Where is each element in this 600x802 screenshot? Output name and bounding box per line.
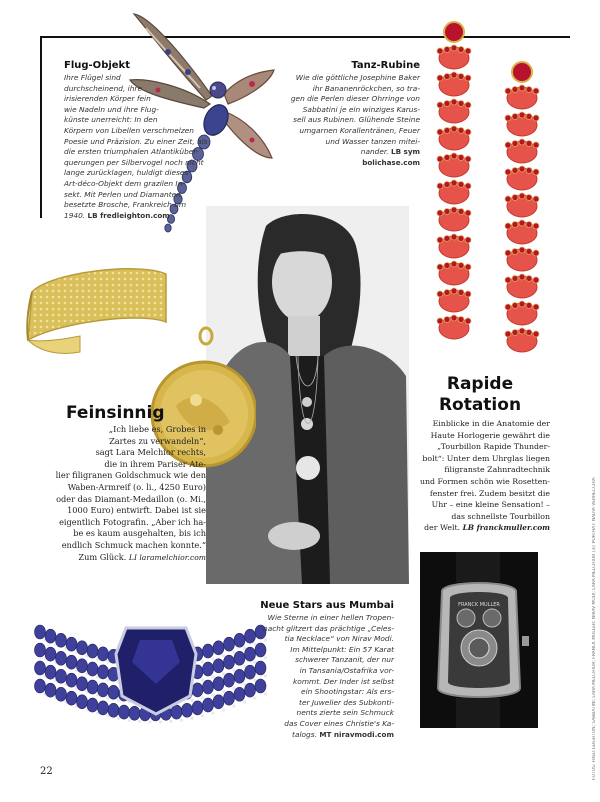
earring-bead bbox=[505, 139, 539, 163]
feinsinnig-heading: Feinsinnig bbox=[66, 403, 165, 423]
rapide-line: und Formen schön wie Rosetten- bbox=[420, 476, 550, 486]
necklace-bead bbox=[213, 695, 224, 709]
necklace-bead bbox=[77, 659, 88, 673]
rapide-credit[interactable]: LB franckmuller.com bbox=[462, 523, 550, 533]
flug-objekt-last-line: 1940. bbox=[64, 210, 86, 220]
tanz-rubine-url[interactable]: bolichase.com bbox=[362, 157, 420, 167]
earring-bead bbox=[437, 99, 471, 123]
feinsinnig-line: Zartes zu verwandeln“, bbox=[109, 435, 206, 446]
flug-objekt-line: lange zurücklagen, huldigt dieses bbox=[64, 168, 189, 178]
necklace-diamond bbox=[148, 720, 151, 723]
earring-bead bbox=[505, 274, 539, 298]
photo-credits-vertical bbox=[584, 400, 597, 780]
rapide-line: Einblicke in die Anatomie der bbox=[432, 419, 550, 428]
necklace-bead bbox=[87, 698, 98, 712]
feinsinnig-body bbox=[44, 424, 206, 552]
coral-earrings-image bbox=[422, 14, 562, 354]
flug-objekt-line: wie Nadeln und ihre Flug- bbox=[64, 104, 159, 114]
mumbai-last-line: talogs. bbox=[292, 729, 317, 739]
necklace-bead bbox=[182, 703, 193, 717]
feinsinnig-line: Waben-Armreif (o. li., 4250 Euro) bbox=[67, 481, 206, 492]
tanz-rubine-line: umgarnen Korallentränen, Feuer bbox=[299, 125, 420, 135]
necklace-diamond bbox=[222, 672, 225, 675]
earring-bead bbox=[505, 85, 539, 109]
necklace-diamond bbox=[117, 699, 120, 702]
necklace-bead bbox=[171, 705, 182, 719]
tanz-rubine-line: sell aus Rubinen. Glühende Steine bbox=[293, 115, 420, 125]
tanz-rubine-line: gen die Perlen dieser Ohrringe von bbox=[290, 94, 420, 104]
necklace-bead bbox=[224, 673, 235, 687]
watch-brand-text: FRANCK MULLER bbox=[458, 602, 500, 608]
earring-bead bbox=[505, 247, 539, 271]
mumbai-line: nents zierte sein Schmuck bbox=[296, 708, 394, 718]
necklace-diamond bbox=[117, 717, 120, 720]
earring-bead bbox=[505, 328, 539, 352]
necklace-bead bbox=[224, 655, 235, 669]
tanzanite-necklace-image bbox=[30, 604, 280, 766]
flug-objekt-body bbox=[64, 73, 224, 211]
earring-bead bbox=[437, 153, 471, 177]
necklace-bead bbox=[203, 698, 214, 712]
necklace-diamond bbox=[180, 718, 183, 721]
mumbai-line: tia Necklace“ von Nirav Modi. bbox=[284, 634, 394, 644]
earring-bead bbox=[505, 301, 539, 325]
necklace-diamond bbox=[232, 705, 235, 708]
necklace-diamond bbox=[243, 683, 246, 686]
feinsinnig-line: endlich Schmuck machen konnte.“ bbox=[61, 539, 206, 550]
page-number: 22 bbox=[40, 766, 53, 777]
necklace-bead bbox=[66, 673, 77, 687]
necklace-bead bbox=[35, 679, 46, 693]
necklace-bead bbox=[56, 651, 67, 665]
earring-bead bbox=[437, 45, 471, 69]
mumbai-line: in Tansania/Ostafrika vor- bbox=[299, 665, 394, 675]
necklace-bead bbox=[119, 705, 130, 719]
feinsinnig-line: 1000 Euro) entwirft. Dabei ist sie bbox=[67, 505, 206, 516]
rapide-rotation-article bbox=[410, 374, 550, 534]
necklace-diamond bbox=[211, 711, 214, 714]
necklace-bead bbox=[56, 633, 67, 647]
frame-left-rule bbox=[40, 36, 42, 218]
necklace-bead bbox=[45, 665, 56, 679]
rapide-line: fenster frei. Zudem besitzt die bbox=[429, 488, 550, 498]
earring-bead bbox=[505, 193, 539, 217]
feinsinnig-line: sagt Lara Melchior rechts, bbox=[95, 447, 206, 458]
tanz-rubine-last-line: nander. bbox=[360, 147, 389, 157]
necklace-diamond bbox=[211, 657, 214, 660]
flug-objekt-heading: Flug-Objekt bbox=[64, 60, 130, 71]
necklace-diamond bbox=[159, 720, 162, 723]
necklace-diamond bbox=[201, 678, 204, 681]
feinsinnig-article bbox=[44, 402, 206, 563]
necklace-bead bbox=[87, 680, 98, 694]
necklace-diamond bbox=[232, 687, 235, 690]
necklace-diamond bbox=[127, 718, 130, 721]
flug-objekt-line: Ihre Flügel sind bbox=[64, 73, 121, 82]
flug-objekt-line: Art-déco-Objekt dem grazilen In- bbox=[64, 178, 185, 188]
flug-objekt-article bbox=[64, 60, 224, 221]
rapide-heading-line1: Rapide bbox=[446, 374, 514, 394]
necklace-bead bbox=[224, 691, 235, 705]
necklace-diamond bbox=[243, 647, 246, 650]
mumbai-line: ein Shootingstar: Als ers- bbox=[301, 687, 394, 697]
necklace-bead bbox=[129, 706, 140, 720]
necklace-bead bbox=[98, 647, 109, 661]
earring-top-stone bbox=[444, 22, 464, 42]
flug-objekt-line: Körpern von Libellen verschmelzen bbox=[64, 125, 194, 135]
necklace-bead bbox=[213, 641, 224, 655]
earring-bead bbox=[437, 261, 471, 285]
tanz-rubine-article bbox=[286, 60, 420, 168]
rapide-line: filigranste Zahnradtechnik bbox=[444, 465, 550, 475]
rapide-line: Haute Horlogerie gewährt die bbox=[430, 430, 550, 440]
necklace-bead bbox=[66, 655, 77, 669]
mumbai-body bbox=[252, 613, 394, 730]
necklace-bead bbox=[213, 659, 224, 673]
earring-bead bbox=[437, 234, 471, 258]
necklace-diamond bbox=[243, 701, 246, 704]
mumbai-credit[interactable]: MT niravmodi.com bbox=[319, 729, 394, 739]
necklace-bead bbox=[108, 685, 119, 699]
earring-bead bbox=[505, 220, 539, 244]
tanz-rubine-line: ihr Bananenröckchen, so tra- bbox=[312, 83, 420, 93]
rapide-last-line: der Welt. bbox=[424, 523, 461, 533]
flug-objekt-credit[interactable]: LB fredleighton.com bbox=[87, 210, 170, 220]
earring-bead bbox=[437, 288, 471, 312]
tanz-rubine-body bbox=[286, 73, 420, 147]
tanz-rubine-line: Sabbatini je ein winziges Karus- bbox=[302, 104, 420, 114]
necklace-diamond bbox=[211, 675, 214, 678]
necklace-bead bbox=[56, 687, 67, 701]
earring-bead bbox=[437, 207, 471, 231]
necklace-bead bbox=[66, 691, 77, 705]
necklace-bead bbox=[77, 695, 88, 709]
necklace-bead bbox=[35, 643, 46, 657]
feinsinnig-line: lier filigranen Goldschmuck wie den bbox=[55, 470, 206, 481]
earring-bead bbox=[437, 72, 471, 96]
necklace-bead bbox=[108, 703, 119, 717]
franck-muller-watch-image bbox=[420, 552, 538, 728]
rapide-line: „Tourbillon Rapide Thunder- bbox=[437, 442, 550, 452]
necklace-bead bbox=[203, 680, 214, 694]
rapide-line: Uhr – eine kleine Sensation! – bbox=[431, 500, 550, 510]
necklace-bead bbox=[87, 644, 98, 658]
feinsinnig-line: oder das Diamant-Medaillon (o. Mi., bbox=[56, 493, 206, 504]
necklace-bead bbox=[66, 637, 77, 651]
earring-bead bbox=[505, 166, 539, 190]
photo-credits-text: FOTOS: FRED LEIGHTON; SABBATINI; LARA MELCHIOR; FRANCK MULLER; NIRAV MODI; LARA MELCHIOR (3); PORTRÄT: NADIA VERRECCHIA bbox=[592, 477, 597, 780]
flug-objekt-line: irisierenden Körper fein bbox=[64, 94, 151, 104]
mumbai-line: ter Juwelier des Subkonti- bbox=[299, 697, 394, 707]
necklace-bead bbox=[234, 633, 245, 647]
tanz-rubine-heading: Tanz-Rubine bbox=[351, 60, 420, 71]
necklace-bead bbox=[224, 637, 235, 651]
feinsinnig-last-line: Zum Glück. bbox=[78, 551, 127, 562]
necklace-bead bbox=[35, 625, 46, 639]
mumbai-line: Wie Sterne in einer hellen Tropen- bbox=[267, 613, 394, 622]
rapide-heading-line2: Rotation bbox=[438, 395, 522, 415]
necklace-diamond bbox=[211, 693, 214, 696]
necklace-diamond bbox=[222, 708, 225, 711]
feinsinnig-line: be es kaum ausgehalten, bis ich bbox=[73, 528, 206, 539]
necklace-diamond bbox=[190, 717, 193, 720]
tanz-rubine-line: Wie die göttliche Josephine Baker bbox=[295, 73, 420, 82]
necklace-bead bbox=[203, 662, 214, 676]
necklace-diamond bbox=[201, 660, 204, 663]
rapide-line: bolt“: Unter dem Uhrglas liegen bbox=[422, 453, 550, 463]
flug-objekt-line: querungen per Silbervogel noch nicht bbox=[64, 157, 204, 167]
earring-bead bbox=[437, 180, 471, 204]
necklace-bead bbox=[213, 677, 224, 691]
necklace-bead bbox=[35, 661, 46, 675]
necklace-diamond bbox=[243, 665, 246, 668]
tanz-rubine-line: und Wasser tanzen mitei- bbox=[325, 136, 420, 146]
mumbai-line: Im Mittelpunkt: Ein 57 Karat bbox=[290, 644, 394, 654]
necklace-diamond bbox=[222, 654, 225, 657]
necklace-bead bbox=[98, 683, 109, 697]
necklace-bead bbox=[45, 683, 56, 697]
necklace-bead bbox=[234, 669, 245, 683]
necklace-bead bbox=[45, 647, 56, 661]
flug-objekt-line: die ersten triumphalen Atlantiküber- bbox=[64, 147, 199, 157]
necklace-bead bbox=[98, 701, 109, 715]
necklace-bead bbox=[234, 687, 245, 701]
flug-objekt-line: sekt. Mit Perlen und Diamanten bbox=[64, 189, 181, 199]
earring-bead bbox=[505, 112, 539, 136]
tanz-rubine-credit: LB sym bbox=[390, 147, 420, 157]
necklace-diamond bbox=[232, 669, 235, 672]
necklace-bead bbox=[203, 644, 214, 658]
rapide-body bbox=[410, 418, 550, 522]
feinsinnig-line: die in ihrem Pariser Ate- bbox=[104, 458, 206, 469]
feinsinnig-line: „Ich liebe es, Grobes in bbox=[108, 424, 206, 434]
necklace-diamond bbox=[232, 651, 235, 654]
necklace-bead bbox=[45, 629, 56, 643]
flug-objekt-line: besetzte Brosche, Frankreich um bbox=[64, 200, 187, 210]
mumbai-line: schwerer Tanzanit, der nur bbox=[295, 655, 394, 665]
necklace-diamond bbox=[222, 690, 225, 693]
necklace-diamond bbox=[138, 720, 141, 723]
flug-objekt-line: durchscheinend, ihre bbox=[64, 83, 142, 93]
mumbai-line: das Cover eines Christie's Ka- bbox=[284, 718, 394, 728]
earring-bead bbox=[437, 315, 471, 339]
mumbai-article bbox=[252, 600, 394, 740]
necklace-bead bbox=[56, 669, 67, 683]
feinsinnig-credit[interactable]: LI laramelchior.com bbox=[128, 552, 206, 562]
mumbai-heading: Neue Stars aus Mumbai bbox=[260, 600, 394, 611]
necklace-bead bbox=[87, 662, 98, 676]
rapide-line: das schnellste Tourbillon bbox=[451, 511, 550, 521]
necklace-diamond bbox=[169, 720, 172, 723]
necklace-bead bbox=[77, 641, 88, 655]
necklace-diamond bbox=[201, 714, 204, 717]
earring-top-stone bbox=[512, 62, 532, 82]
necklace-bead bbox=[234, 651, 245, 665]
feinsinnig-line: eigentlich Fotografin. „Aber ich ha- bbox=[59, 516, 206, 527]
necklace-diamond bbox=[190, 699, 193, 702]
necklace-bead bbox=[192, 701, 203, 715]
mumbai-line: nacht glitzert das prächtige „Celes- bbox=[263, 623, 394, 633]
necklace-bead bbox=[192, 683, 203, 697]
flug-objekt-line: künste unerreicht: In den bbox=[64, 115, 158, 125]
earring-bead bbox=[437, 126, 471, 150]
mumbai-line: kommt. Der Inder ist selbst bbox=[293, 676, 394, 686]
necklace-bead bbox=[77, 677, 88, 691]
necklace-diamond bbox=[201, 696, 204, 699]
flug-objekt-line: Poesie und Präzision. Zu einer Zeit, als bbox=[64, 136, 208, 146]
necklace-bead bbox=[98, 665, 109, 679]
